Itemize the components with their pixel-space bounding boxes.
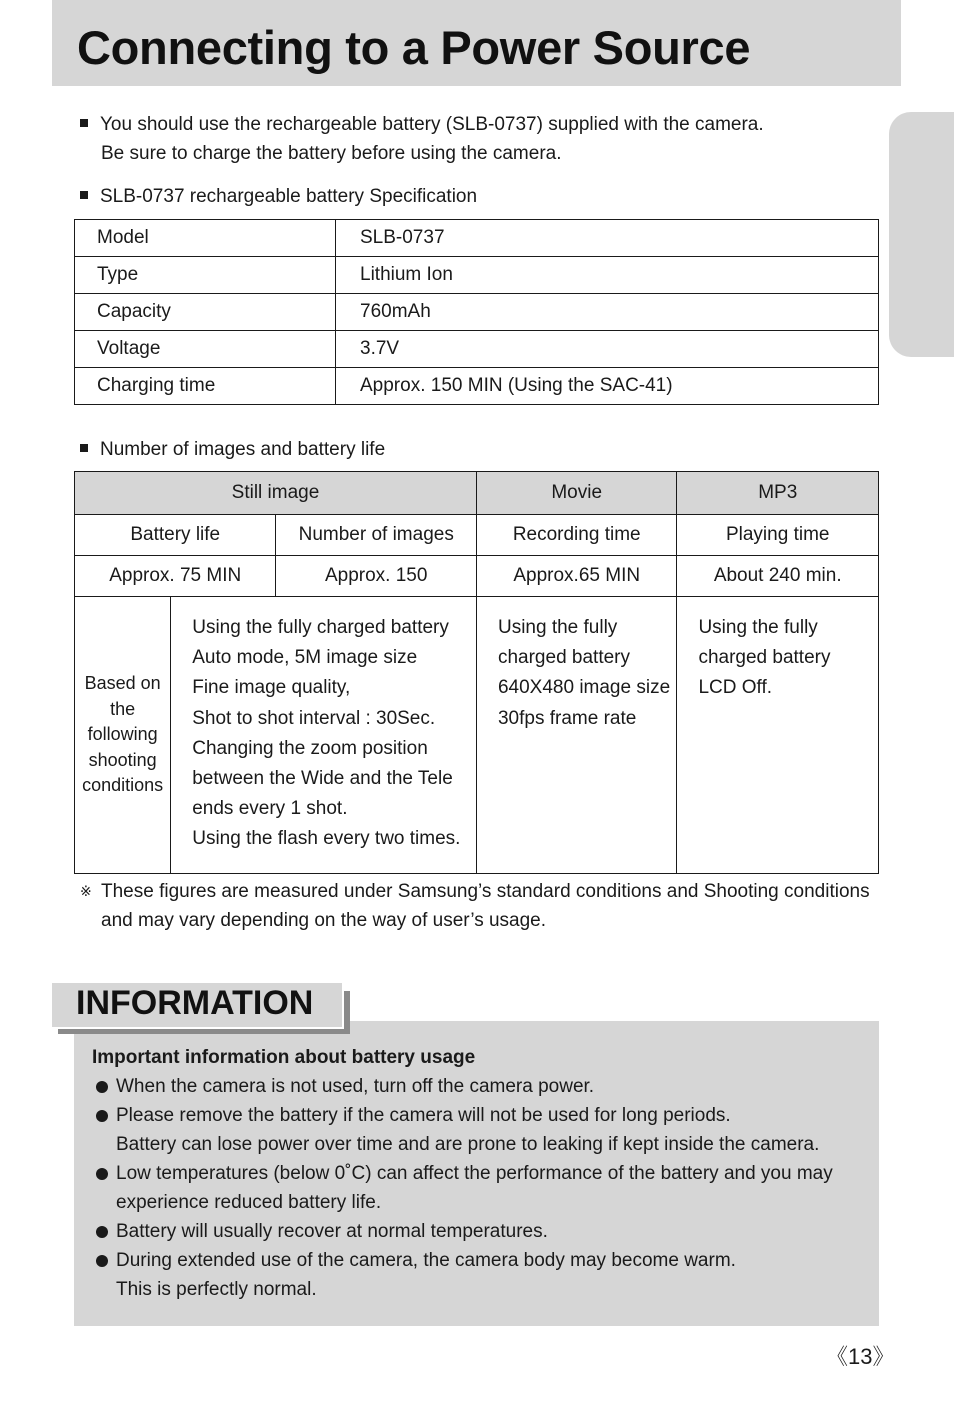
square-bullet-icon [80, 191, 88, 199]
bullet-dot-icon [96, 1081, 108, 1093]
square-bullet-icon [80, 444, 88, 452]
spec-row [75, 331, 879, 368]
head-movie: Movie [476, 472, 676, 515]
condition-line: between the Wide and the Tele [192, 768, 453, 790]
battery-life-table [74, 471, 879, 874]
condition-line: ends every 1 shot. [192, 798, 348, 820]
information-tab [52, 983, 344, 1029]
spec-key: Capacity [75, 294, 336, 331]
life-values-row [75, 556, 879, 597]
spec-heading-text: SLB-0737 rechargeable battery Specification [100, 186, 478, 207]
spec-table [74, 219, 879, 405]
spec-key: Voltage [75, 331, 336, 368]
condition-line: LCD Off. [698, 677, 773, 699]
movie-conditions [476, 597, 676, 874]
spec-value: SLB-0737 [336, 220, 879, 257]
condition-line: charged battery [497, 647, 630, 669]
spec-key: Charging time [75, 368, 336, 405]
information-content [92, 1043, 833, 1304]
list-item-line: experience reduced battery life. [116, 1192, 382, 1213]
spec-key: Type [75, 257, 336, 294]
conditions-label-line: Based on [84, 673, 161, 694]
conditions-label-line: following [87, 724, 158, 745]
reference-mark-icon: ※ [80, 883, 92, 899]
information-heading: Important information about battery usage [92, 1047, 476, 1068]
list-item-line: This is perfectly normal. [116, 1279, 317, 1300]
list-item [92, 1159, 833, 1217]
information-tab-label: INFORMATION [76, 984, 314, 1022]
list-item [92, 1246, 833, 1304]
value-number-of-images: Approx. 150 [276, 556, 476, 597]
sub-number-of-images: Number of images [276, 515, 476, 556]
head-mp3: MP3 [677, 472, 879, 515]
bullet-dot-icon [96, 1110, 108, 1122]
information-list [92, 1072, 833, 1304]
condition-line: Fine image quality, [192, 677, 351, 699]
value-battery-life: Approx. 75 MIN [75, 556, 276, 597]
spec-heading [80, 182, 477, 211]
bullet-dot-icon [96, 1226, 108, 1238]
conditions-label [75, 597, 171, 874]
intro-bullet [80, 110, 764, 168]
life-sub-row [75, 515, 879, 556]
condition-line: Using the fully charged battery [192, 617, 449, 638]
list-item [92, 1101, 833, 1159]
intro-line-1: You should use the rechargeable battery (SLB-0737) supplied with the camera. [100, 114, 764, 135]
bullet-dot-icon [96, 1255, 108, 1267]
spec-row [75, 220, 879, 257]
condition-line: Using the fully [698, 617, 818, 638]
conditions-label-line: shooting [88, 749, 157, 770]
condition-line: Shot to shot interval : 30Sec. [192, 707, 436, 729]
condition-line: Changing the zoom position [192, 737, 428, 759]
spec-key: Model [75, 220, 336, 257]
spec-row [75, 368, 879, 405]
mp3-conditions [677, 597, 879, 874]
side-tab [889, 112, 954, 357]
page-number: 《13》 [826, 1344, 895, 1369]
list-item-line: When the camera is not used, turn off the camera power. [116, 1076, 595, 1097]
life-heading [80, 435, 385, 464]
list-item [92, 1217, 833, 1246]
spec-value: Lithium Ion [336, 257, 879, 294]
condition-line: 640X480 image size [497, 677, 671, 699]
life-conditions-row [75, 597, 879, 874]
list-item-line: Low temperatures (below 0˚C) can affect the performance of the battery and you may [116, 1163, 833, 1184]
condition-line: charged battery [698, 647, 831, 669]
page-title: Connecting to a Power Source [77, 21, 751, 74]
intro-line-2: Be sure to charge the battery before using the camera. [101, 143, 562, 164]
measurement-note [80, 877, 880, 935]
condition-line: Auto mode, 5M image size [192, 647, 418, 669]
bullet-dot-icon [96, 1168, 108, 1180]
spec-row [75, 294, 879, 331]
conditions-label-line: conditions [82, 775, 164, 796]
list-item [92, 1072, 833, 1101]
list-item-line: During extended use of the camera, the camera body may become warm. [116, 1250, 736, 1271]
condition-line: Using the fully [497, 617, 618, 638]
note-line-1: These figures are measured under Samsung’s standard conditions and Shooting conditions [101, 881, 870, 902]
condition-line: Using the flash every two times. [192, 828, 461, 850]
life-heading-text: Number of images and battery life [100, 439, 386, 460]
spec-row [75, 257, 879, 294]
spec-value: 760mAh [336, 294, 879, 331]
still-conditions [171, 597, 477, 874]
value-recording-time: Approx.65 MIN [476, 556, 676, 597]
head-still-image: Still image [75, 472, 477, 515]
sub-playing-time: Playing time [677, 515, 879, 556]
sub-battery-life: Battery life [75, 515, 276, 556]
condition-line: 30fps frame rate [497, 707, 637, 729]
life-head-row [75, 472, 879, 515]
list-item-line: Battery will usually recover at normal temperatures. [116, 1221, 548, 1242]
note-line-2: and may vary depending on the way of user’s usage. [101, 910, 547, 931]
conditions-label-line: the [110, 698, 136, 719]
list-item-line: Battery can lose power over time and are prone to leaking if kept inside the camera. [116, 1134, 820, 1155]
list-item-line: Please remove the battery if the camera will not be used for long periods. [116, 1105, 731, 1126]
sub-recording-time: Recording time [476, 515, 676, 556]
spec-value: 3.7V [336, 331, 879, 368]
square-bullet-icon [80, 119, 88, 127]
spec-value: Approx. 150 MIN (Using the SAC-41) [336, 368, 879, 405]
value-playing-time: About 240 min. [677, 556, 879, 597]
